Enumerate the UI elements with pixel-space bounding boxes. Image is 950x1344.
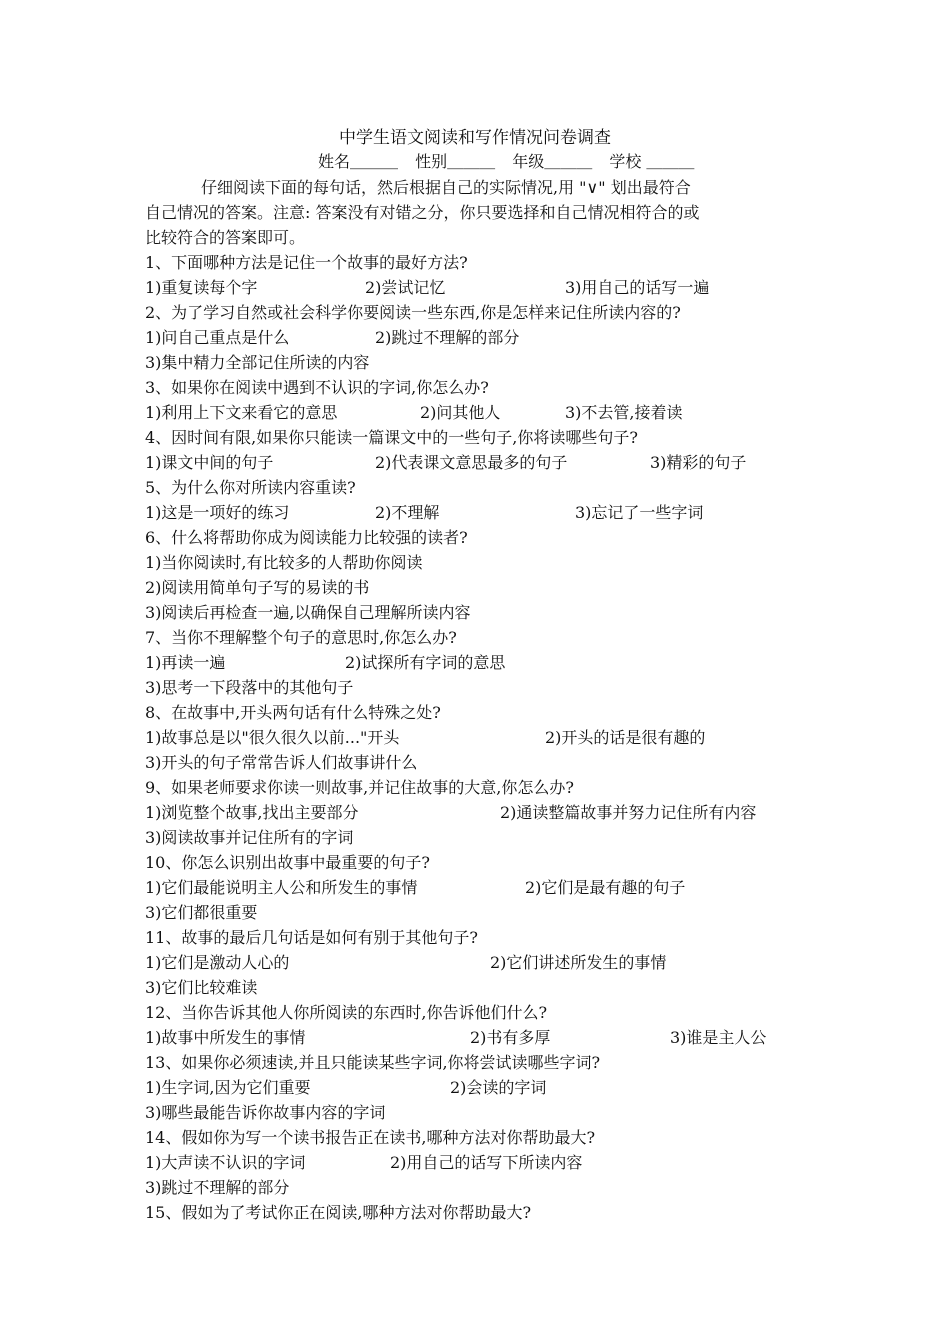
answer-option[interactable]: 2)阅读用简单句子写的易读的书 (145, 578, 370, 597)
question-text: 6、什么将帮助你成为阅读能力比较强的读者? (145, 528, 468, 547)
question-text: 10、你怎么识别出故事中最重要的句子? (145, 853, 430, 872)
question-text: 5、为什么你对所读内容重读? (145, 478, 356, 497)
answer-option[interactable]: 2)问其他人 (420, 403, 501, 422)
answer-options-row (145, 450, 815, 475)
answer-option[interactable]: 3)它们都很重要 (145, 903, 258, 922)
answer-options-row (145, 975, 815, 1000)
question-text: 7、当你不理解整个句子的意思时,你怎么办? (145, 628, 457, 647)
answer-options-row (145, 400, 815, 425)
answer-option[interactable]: 3)开头的句子常常告诉人们故事讲什么 (145, 753, 418, 772)
answer-option[interactable]: 3)跳过不理解的部分 (145, 1178, 290, 1197)
answer-option[interactable]: 3)用自己的话写一遍 (565, 278, 710, 297)
answer-options-row (145, 1150, 815, 1175)
answer-option[interactable]: 2)开头的话是很有趣的 (545, 728, 706, 747)
answer-options-row (145, 500, 815, 525)
answer-options-row (145, 1100, 815, 1125)
question-list (145, 250, 815, 1225)
answer-option[interactable]: 3)阅读故事并记住所有的字词 (145, 828, 354, 847)
question-text: 2、为了学习自然或社会科学你要阅读一些东西,你是怎样来记住所读内容的? (145, 303, 681, 322)
answer-options-row (145, 650, 815, 675)
name-field-label: 姓名＿＿＿ (318, 152, 399, 171)
question-text: 4、因时间有限,如果你只能读一篇课文中的一些句子,你将读哪些句子? (145, 428, 638, 447)
answer-option[interactable]: 2)通读整篇故事并努力记住所有内容 (500, 803, 757, 822)
page-title: 中学生语文阅读和写作情况问卷调查 (339, 128, 611, 148)
answer-option[interactable]: 2)它们讲述所发生的事情 (490, 953, 667, 972)
answer-option[interactable]: 2)不理解 (375, 503, 440, 522)
question-text: 12、当你告诉其他人你所阅读的东西时,你告诉他们什么? (145, 1003, 548, 1022)
answer-option[interactable]: 2)书有多厚 (470, 1028, 551, 1047)
answer-option[interactable]: 3)思考一下段落中的其他句子 (145, 678, 354, 697)
answer-option[interactable]: 1)浏览整个故事,找出主要部分 (145, 803, 359, 822)
answer-options-row (145, 825, 815, 850)
answer-options-row (145, 575, 815, 600)
answer-options-row (145, 550, 815, 575)
answer-option[interactable]: 1)问自己重点是什么 (145, 328, 290, 347)
answer-option[interactable]: 2)会读的字词 (450, 1078, 547, 1097)
answer-option[interactable]: 3)它们比较难读 (145, 978, 258, 997)
answer-option[interactable]: 3)集中精力全部记住所读的内容 (145, 353, 370, 372)
grade-field-label: 年级＿＿＿ (512, 152, 593, 171)
question-text: 8、在故事中,开头两句话有什么特殊之处? (145, 703, 441, 722)
gender-field-label: 性别＿＿＿ (415, 152, 496, 171)
answer-option[interactable]: 1)再读一遍 (145, 653, 226, 672)
answer-options-row (145, 950, 815, 975)
answer-option[interactable]: 1)它们是激动人心的 (145, 953, 290, 972)
answer-option[interactable]: 3)阅读后再检查一遍,以确保自己理解所读内容 (145, 603, 471, 622)
instructions-line: 自己情况的答案。注意: 答案没有对错之分，你只要选择和自己情况相符合的或 (145, 203, 700, 222)
answer-options-row (145, 325, 815, 350)
answer-option[interactable]: 1)大声读不认识的字词 (145, 1153, 306, 1172)
instructions-paragraph (145, 175, 810, 250)
answer-options-row (145, 275, 815, 300)
answer-options-row (145, 725, 815, 750)
instructions-line: 比较符合的答案即可。 (145, 228, 306, 247)
question-text: 3、如果你在阅读中遇到不认识的字词,你怎么办? (145, 378, 489, 397)
question-text: 9、如果老师要求你读一则故事,并记住故事的大意,你怎么办? (145, 778, 574, 797)
answer-option[interactable]: 1)课文中间的句子 (145, 453, 274, 472)
student-info-line (318, 151, 706, 173)
answer-option[interactable]: 2)用自己的话写下所读内容 (390, 1153, 583, 1172)
question-text: 15、假如为了考试你正在阅读,哪种方法对你帮助最大? (145, 1203, 532, 1222)
answer-options-row (145, 350, 815, 375)
answer-option[interactable]: 3)精彩的句子 (650, 453, 747, 472)
question-text: 13、如果你必须速读,并且只能读某些字词,你将尝试读哪些字词? (145, 1053, 601, 1072)
answer-option[interactable]: 1)利用上下文来看它的意思 (145, 403, 338, 422)
question-text: 14、假如你为写一个读书报告正在读书,哪种方法对你帮助最大? (145, 1128, 596, 1147)
answer-option[interactable]: 1)故事中所发生的事情 (145, 1028, 306, 1047)
answer-option[interactable]: 3)哪些最能告诉你故事内容的字词 (145, 1103, 386, 1122)
answer-options-row (145, 1175, 815, 1200)
answer-options-row (145, 900, 815, 925)
answer-option[interactable]: 2)尝试记忆 (365, 278, 446, 297)
answer-options-row (145, 875, 815, 900)
answer-option[interactable]: 1)当你阅读时,有比较多的人帮助你阅读 (145, 553, 423, 572)
answer-options-row (145, 1075, 815, 1100)
answer-option[interactable]: 1)重复读每个字 (145, 278, 258, 297)
answer-options-row (145, 600, 815, 625)
answer-option[interactable]: 2)跳过不理解的部分 (375, 328, 520, 347)
question-text: 1、下面哪种方法是记住一个故事的最好方法? (145, 253, 468, 272)
answer-option[interactable]: 3)不去管,接着读 (565, 403, 683, 422)
answer-option[interactable]: 1)故事总是以"很久很久以前..."开头 (145, 728, 400, 747)
question-text: 11、故事的最后几句话是如何有别于其他句子? (145, 928, 478, 947)
answer-option[interactable]: 2)代表课文意思最多的句子 (375, 453, 568, 472)
answer-option[interactable]: 1)它们最能说明主人公和所发生的事情 (145, 878, 418, 897)
answer-option[interactable]: 2)试探所有字词的意思 (345, 653, 506, 672)
answer-option[interactable]: 2)它们是最有趣的句子 (525, 878, 686, 897)
answer-option[interactable]: 1)这是一项好的练习 (145, 503, 290, 522)
instructions-line: 仔细阅读下面的每句话，然后根据自己的实际情况,用 "∨" 划出最符合 (201, 178, 691, 197)
answer-options-row (145, 675, 815, 700)
answer-option[interactable]: 3)忘记了一些字词 (575, 503, 704, 522)
answer-options-row (145, 1025, 815, 1050)
answer-options-row (145, 750, 815, 775)
school-field-label: 学校 ＿＿＿ (609, 152, 695, 171)
answer-option[interactable]: 3)谁是主人公 (670, 1028, 767, 1047)
answer-options-row (145, 800, 815, 825)
answer-option[interactable]: 1)生字词,因为它们重要 (145, 1078, 311, 1097)
